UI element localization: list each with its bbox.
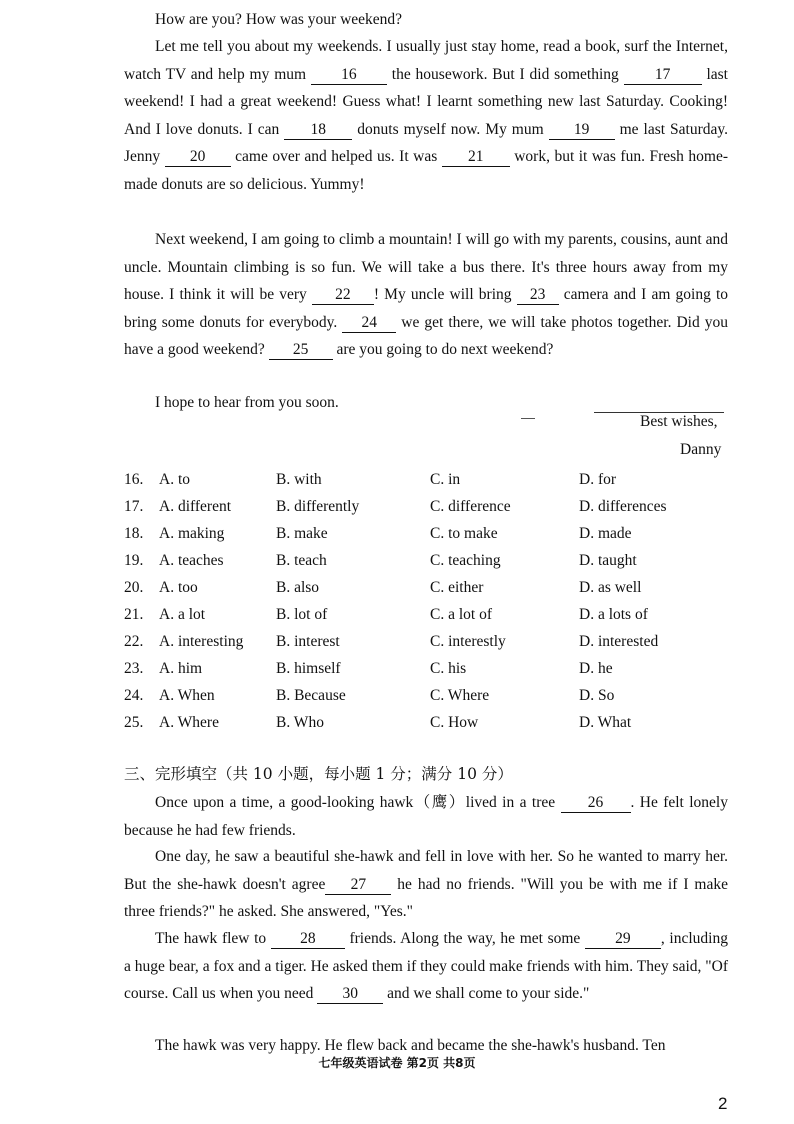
option-row-20: 20. A. too B. also C. either D. as well — [124, 579, 642, 596]
option-row-19: 19. A. teaches B. teach C. teaching D. taught — [124, 552, 637, 569]
blank-24: 24 — [342, 314, 396, 333]
story-paragraph-4: The hawk was very happy. He flew back and became the she-hawk's husband. Ten — [155, 1037, 666, 1054]
page-number: 2 — [718, 1094, 728, 1113]
blank-21: 21 — [442, 148, 510, 167]
letter-paragraph-1: Let me tell you about my weekends. I usually just stay home, read a book, surf the Internet, watch TV and help my mum 16 the housework. But I did something 17 last weekend! I had a great weekend! Guess what! I learnt something new last Saturday. Cooking! And I love donuts. I can 18 donuts myself now. My mum 19 me last Saturday. Jenny 20 came over and helped us. It was 21 work, but it was fun. Fresh home-made donuts are so delicious. Yummy! — [124, 38, 728, 193]
letter-signature: Danny — [680, 441, 722, 458]
option-row-17: 17. A. different B. differently C. difference D. differences — [124, 498, 667, 515]
blank-19: 19 — [549, 121, 615, 140]
option-row-25: 25. A. Where B. Who C. How D. What — [124, 714, 632, 731]
stray-mark — [521, 418, 535, 419]
option-row-22: 22. A. interesting B. interest C. interestly D. interested — [124, 633, 659, 650]
option-row-23: 23. A. him B. himself C. his D. he — [124, 660, 613, 677]
option-row-16: 16. A. to B. with C. in D. for — [124, 471, 617, 488]
options-table — [124, 466, 744, 736]
blank-17: 17 — [624, 66, 702, 85]
letter-paragraph-2: Next weekend, I am going to climb a mountain! I will go with my parents, cousins, aunt and uncle. Mountain climbing is so fun. We will take a bus there. It's three hours away from my house. I think it will be very 22 ! My uncle will bring 23 camera and I am going to bring some donuts for everybody. 24 we get there, we will take photos together. Did you have a good weekend? 25 are you going to do next weekend? — [124, 231, 729, 358]
blank-16: 16 — [311, 66, 387, 85]
letter-closing: Best wishes, — [640, 413, 718, 430]
option-row-18: 18. A. making B. make C. to make D. made — [124, 525, 632, 542]
blank-20: 20 — [165, 148, 231, 167]
option-row-24: 24. A. When B. Because C. Where D. So — [124, 687, 615, 704]
blank-26: 26 — [561, 794, 631, 813]
section-3-heading: 三、完形填空（共 10 小题，每小题 1 分；满分 10 分） — [124, 765, 513, 783]
blank-28: 28 — [271, 930, 345, 949]
letter-closing-line: I hope to hear from you soon. — [155, 394, 339, 411]
blank-30: 30 — [317, 985, 383, 1004]
blank-27: 27 — [325, 876, 391, 895]
story-paragraph-3: The hawk flew to 28 friends. Along the way, he met some 29 , including a huge bear, a fox and a tiger. He asked them if they could make friends with him. They said, "Of course. Call us when you need 30 and we shall come to your side." — [124, 930, 728, 1002]
blank-18: 18 — [284, 121, 352, 140]
letter-greeting: How are you? How was your weekend? — [155, 11, 403, 28]
story-paragraph-1: Once upon a time, a good-looking hawk（鹰）lived in a tree 26 . He felt lonely because he had few friends. — [124, 794, 728, 839]
option-row-21: 21. A. a lot B. lot of C. a lot of D. a lots of — [124, 606, 648, 623]
blank-23: 23 — [517, 286, 559, 305]
blank-29: 29 — [585, 930, 661, 949]
page-footer: 七年级英语试卷 第2页 共8页 — [318, 1056, 476, 1070]
story-paragraph-2: One day, he saw a beautiful she-hawk and fell in love with her. So he wanted to marry her. But the she-hawk doesn't agree 27 he had no friends. "Will you be with me if I make three friends?" he asked. She answered, "Yes." — [124, 848, 728, 920]
blank-22: 22 — [312, 286, 374, 305]
blank-25: 25 — [269, 341, 333, 360]
